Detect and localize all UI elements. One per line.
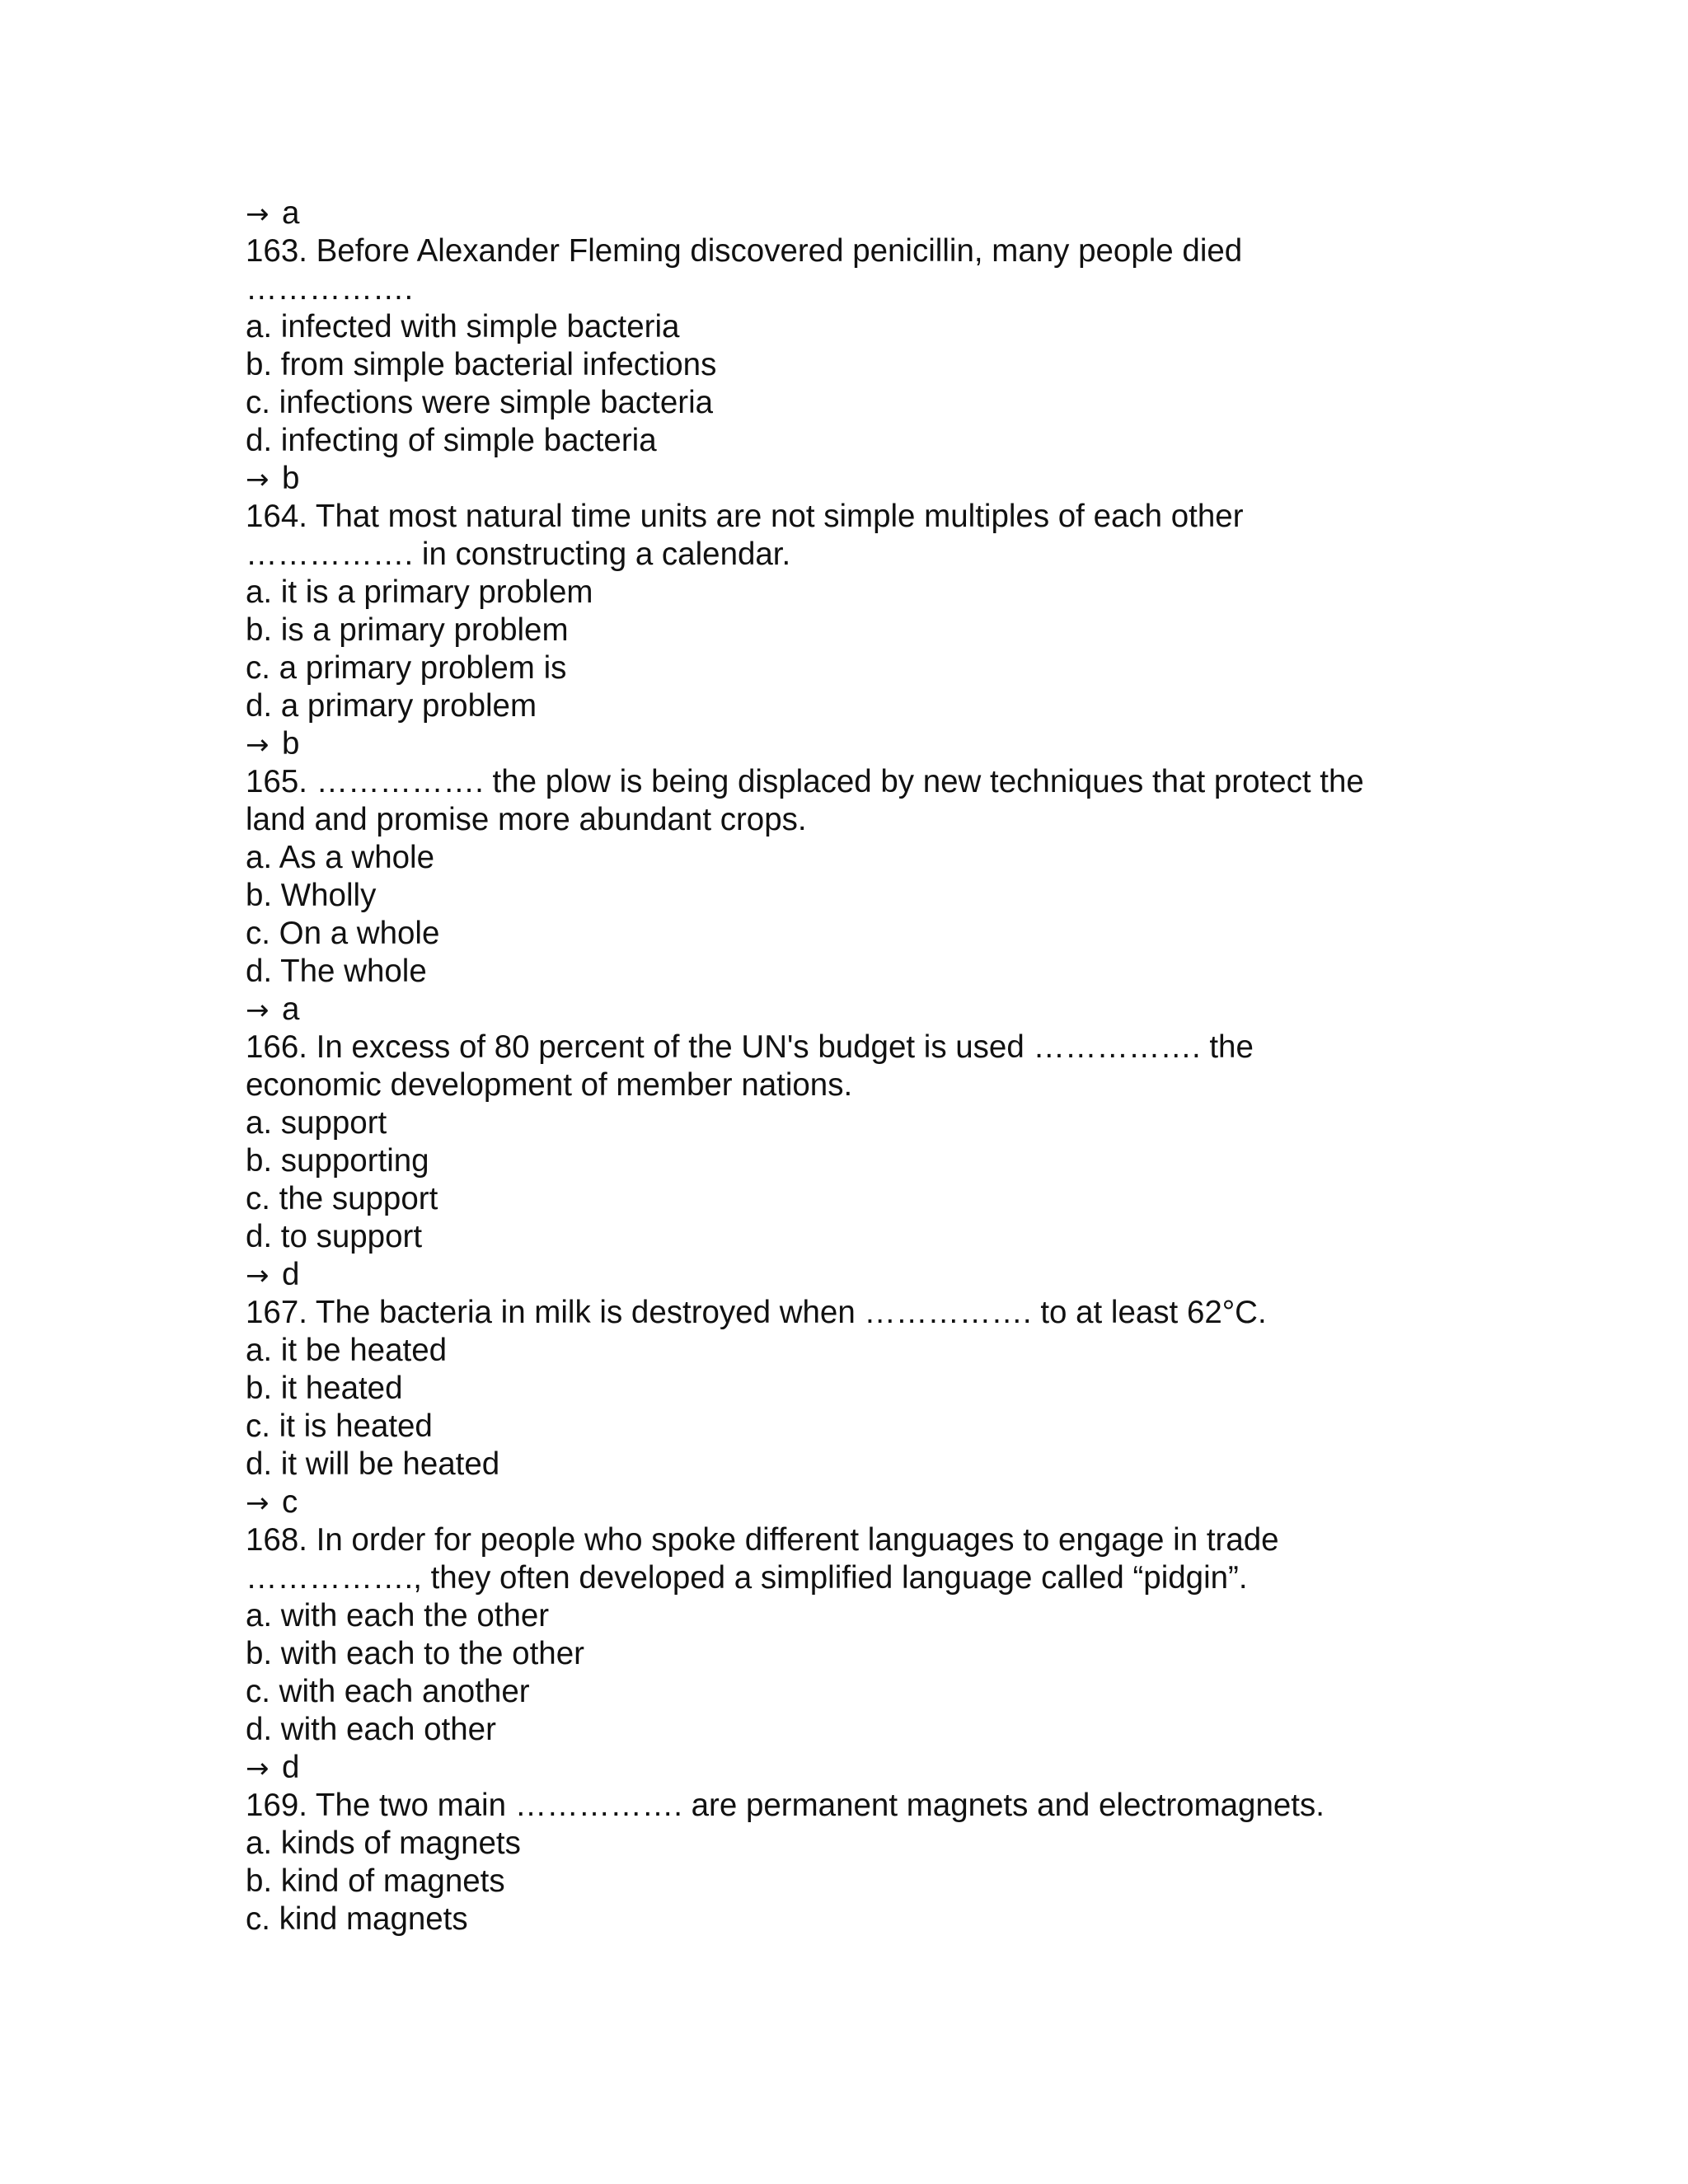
question-block xyxy=(246,232,1449,498)
arrow-right-icon: → xyxy=(246,198,270,231)
quiz-content xyxy=(246,194,1449,1938)
answer-option: c. with each another xyxy=(246,1674,530,1709)
answer-option: b. it heated xyxy=(246,1371,403,1406)
answer-option: a. it be heated xyxy=(246,1333,448,1368)
answer-option: c. On a whole xyxy=(246,916,440,951)
answer-option: b. with each to the other xyxy=(246,1636,584,1671)
question-block xyxy=(246,1029,1449,1294)
arrow-right-icon: → xyxy=(246,1752,270,1785)
answer-letter: b xyxy=(282,726,300,762)
question-block xyxy=(246,1294,1449,1521)
question-stem-line: 169. The two main ……………. are permanent magnets and electromagnets. xyxy=(246,1788,1325,1823)
arrow-right-icon: → xyxy=(246,463,270,496)
answer-option: d. to support xyxy=(246,1219,423,1254)
question-stem-line: 168. In order for people who spoke different languages to engage in trade xyxy=(246,1522,1279,1558)
question-stem-line: ……………., they often developed a simplified language called “pidgin”. xyxy=(246,1560,1248,1596)
answer-option: c. a primary problem is xyxy=(246,650,567,686)
answer-option: d. The whole xyxy=(246,954,427,989)
answer-option: a. support xyxy=(246,1105,387,1141)
answer-line xyxy=(246,991,1449,1029)
answer-option: b. supporting xyxy=(246,1143,429,1179)
answer-letter: c xyxy=(282,1484,298,1520)
answer-option: a. it is a primary problem xyxy=(246,574,593,610)
question-block xyxy=(246,1787,1449,1938)
question-stem-line: 167. The bacteria in milk is destroyed when ……………. to at least 62°C. xyxy=(246,1295,1267,1330)
answer-letter: d xyxy=(282,1257,300,1292)
question-stem-line: 163. Before Alexander Fleming discovered penicillin, many people died xyxy=(246,233,1243,269)
answer-option: c. kind magnets xyxy=(246,1901,468,1937)
question-stem-line: ……………. in constructing a calendar. xyxy=(246,537,791,572)
question-block xyxy=(246,498,1449,763)
answer-line xyxy=(246,1483,1449,1521)
answer-letter: b xyxy=(282,461,300,496)
answer-option: b. kind of magnets xyxy=(246,1863,505,1899)
answer-letter: a xyxy=(282,991,300,1027)
answer-option: d. infecting of simple bacteria xyxy=(246,423,657,458)
question-stem-line: land and promise more abundant crops. xyxy=(246,802,807,837)
arrow-right-icon: → xyxy=(246,729,270,762)
question-stem-line: 166. In excess of 80 percent of the UN's budget is used ……………. the xyxy=(246,1029,1254,1065)
answer-line xyxy=(246,460,1449,498)
answer-letter: a xyxy=(282,195,300,231)
question-block xyxy=(246,763,1449,1029)
answer-option: d. with each other xyxy=(246,1712,496,1747)
question-stem-line: economic development of member nations. xyxy=(246,1067,853,1103)
answer-option: c. the support xyxy=(246,1181,438,1216)
answer-line xyxy=(246,725,1449,763)
answer-line xyxy=(246,194,1449,232)
question-stem-line: ……………. xyxy=(246,271,414,307)
answer-option: d. a primary problem xyxy=(246,688,537,724)
answer-option: b. is a primary problem xyxy=(246,612,569,648)
answer-option: b. from simple bacterial infections xyxy=(246,347,717,382)
answer-option: c. it is heated xyxy=(246,1408,433,1444)
answer-option: a. kinds of magnets xyxy=(246,1825,521,1861)
answer-line xyxy=(246,1749,1449,1787)
answer-option: a. infected with simple bacteria xyxy=(246,309,680,344)
arrow-right-icon: → xyxy=(246,1259,270,1292)
question-block xyxy=(246,1521,1449,1787)
answer-option: b. Wholly xyxy=(246,878,377,913)
question-stem-line: 164. That most natural time units are not simple multiples of each other xyxy=(246,499,1244,534)
answer-option: a. with each the other xyxy=(246,1598,550,1633)
arrow-right-icon: → xyxy=(246,1487,270,1520)
answer-option: c. infections were simple bacteria xyxy=(246,385,714,420)
answer-option: a. As a whole xyxy=(246,840,435,875)
question-stem-line: 165. ……………. the plow is being displaced by new techniques that protect the xyxy=(246,764,1364,799)
answer-line xyxy=(246,1256,1449,1294)
answer-letter: d xyxy=(282,1750,300,1785)
answer-option: d. it will be heated xyxy=(246,1446,500,1482)
arrow-right-icon: → xyxy=(246,994,270,1027)
